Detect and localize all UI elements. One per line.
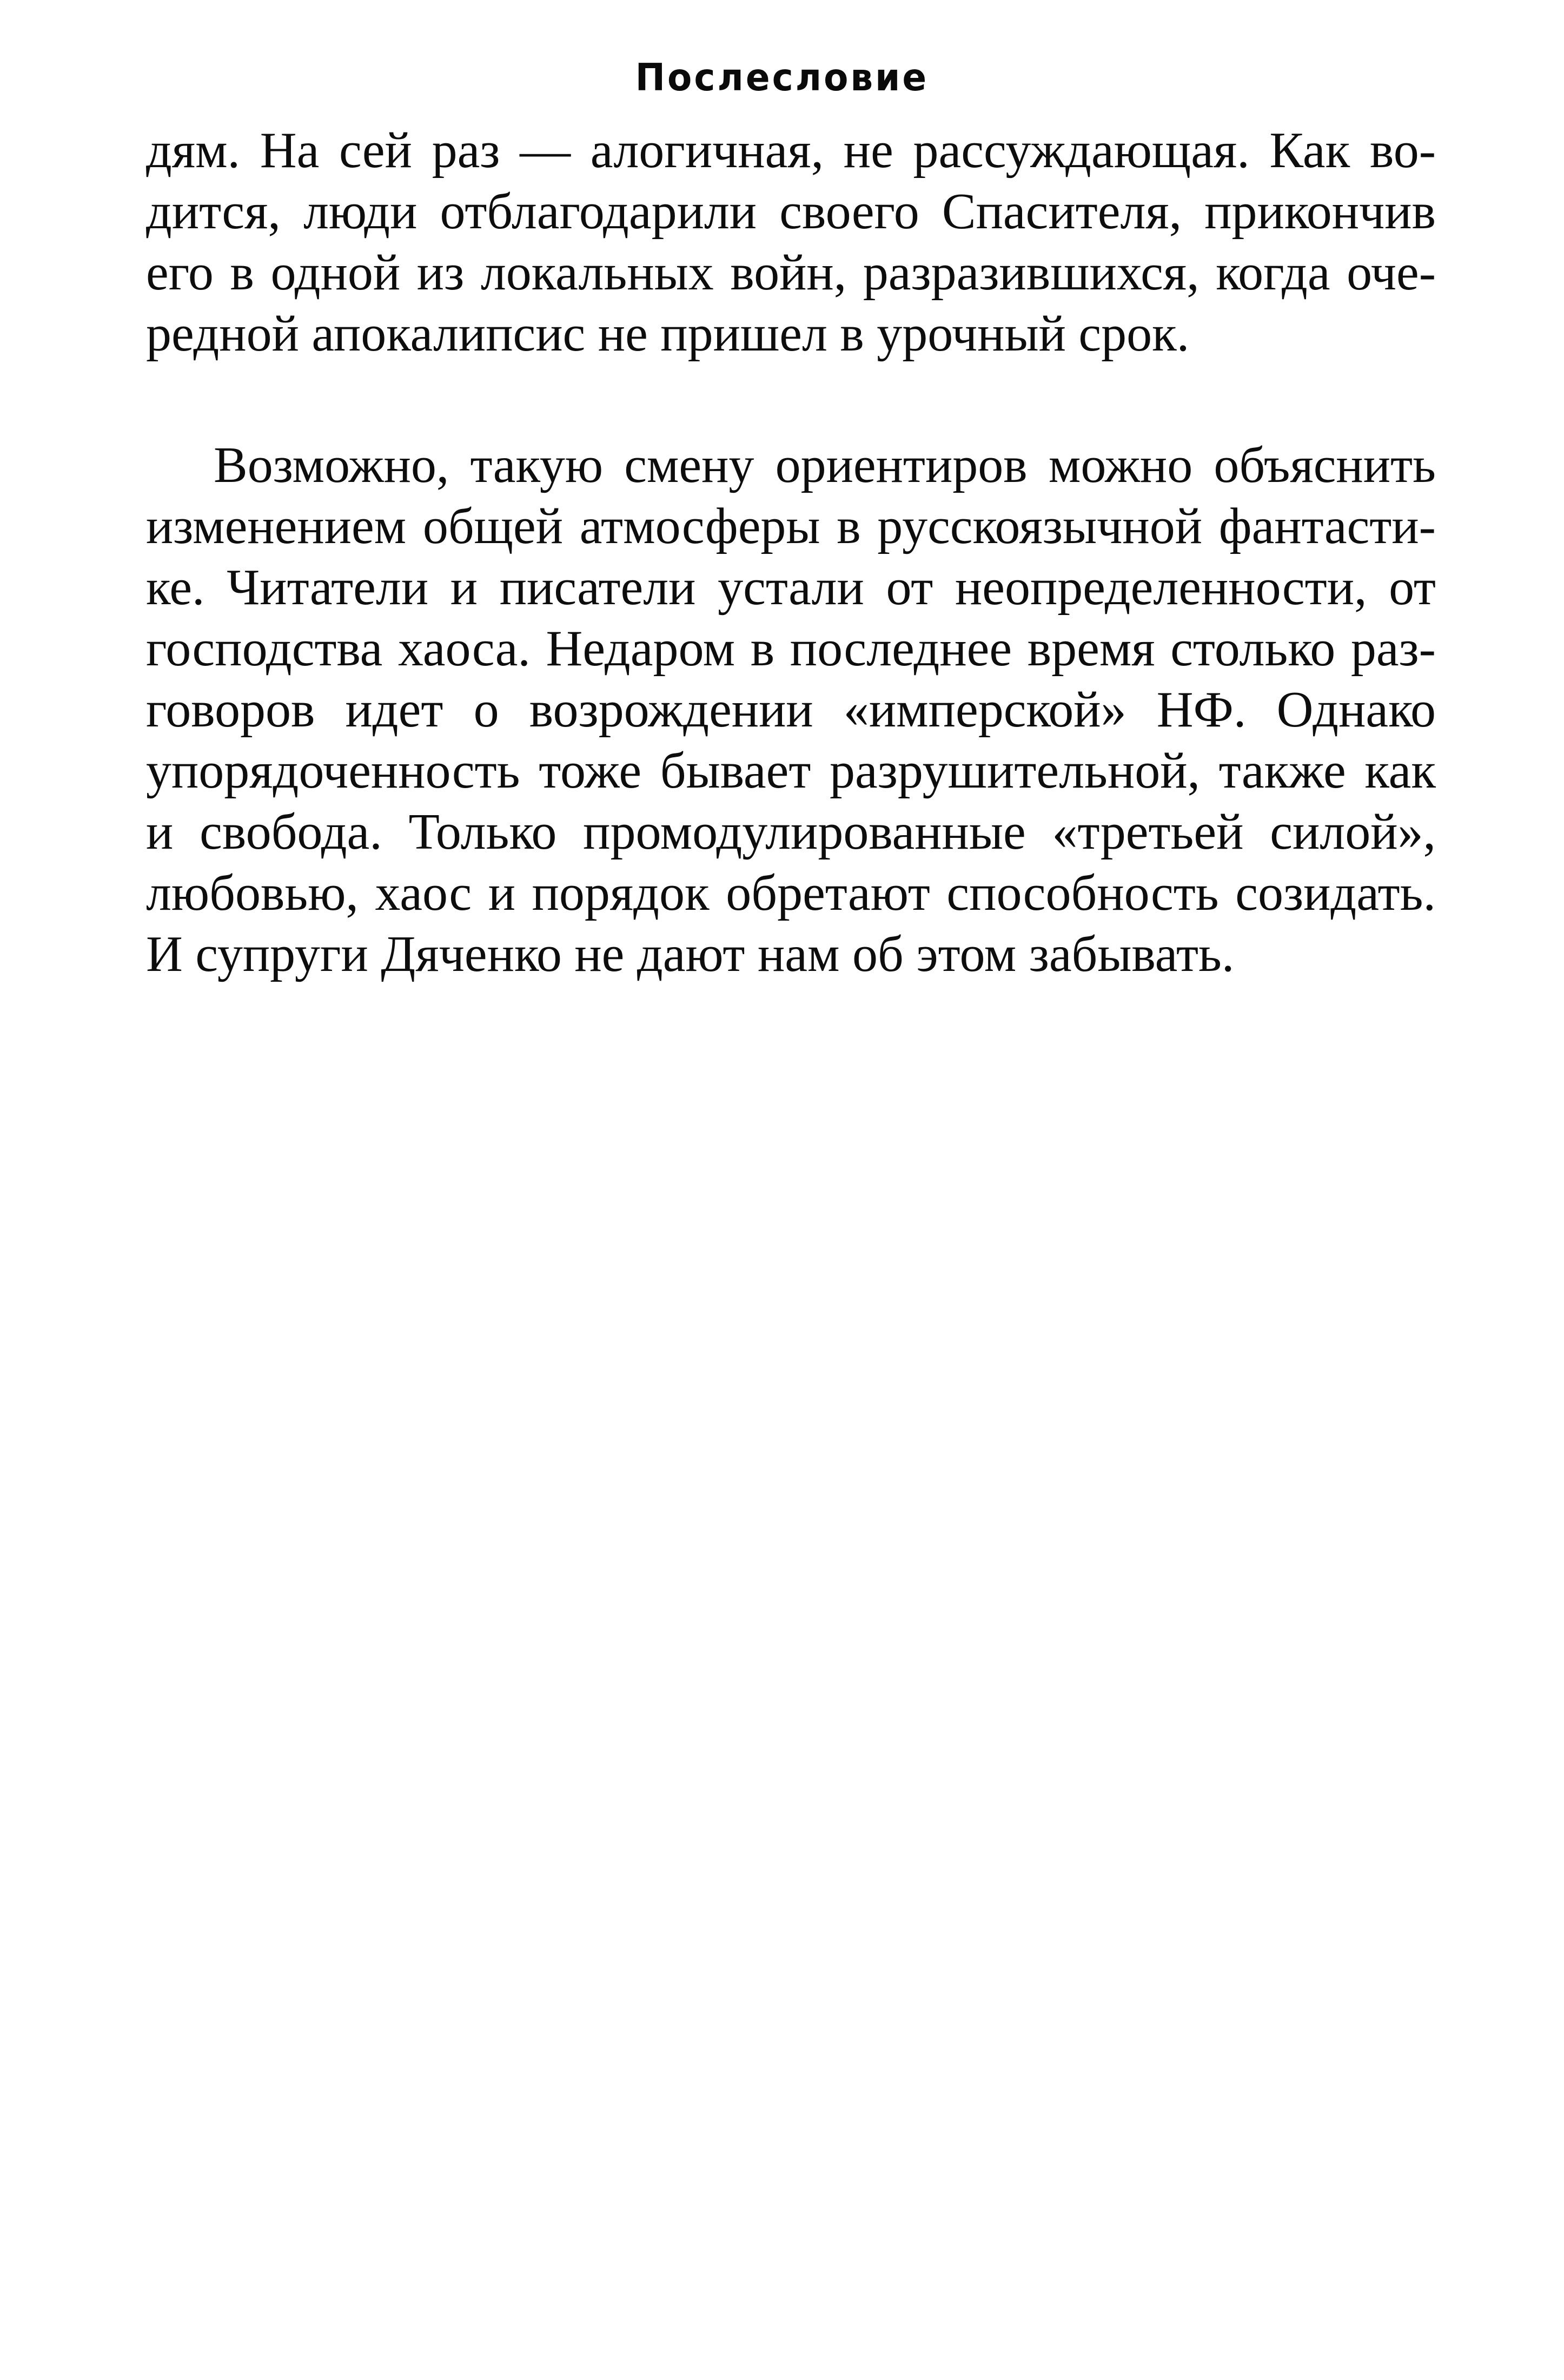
text-line: редной апокалипсис не пришел в урочный срок. xyxy=(146,306,1190,362)
text-line: господства хаоса. Недаром в последнее время столько раз- xyxy=(146,620,1436,677)
text-line: И супруги Дяченко не дают нам об этом забывать. xyxy=(146,926,1235,982)
running-head: Послесловие xyxy=(635,56,929,100)
paragraph-2 xyxy=(146,435,1436,985)
text-line: его в одной из локальных войн, разразившихся, когда оче- xyxy=(146,244,1436,301)
text-line: Возможно, такую смену ориентиров можно объяснить xyxy=(214,437,1436,493)
text-line: и свобода. Только промодулированные «третьей силой», xyxy=(146,804,1436,860)
text-line: дям. На сей раз — алогичная, не рассуждающая. Как во- xyxy=(146,122,1436,178)
text-line: говоров идет о возрождении «имперской» НФ. Однако xyxy=(146,682,1436,738)
text-line: изменением общей атмосферы в русскоязычной фантасти- xyxy=(146,498,1436,554)
paragraph-1 xyxy=(146,120,1436,365)
paragraph-gap xyxy=(146,365,1436,435)
text-line: любовью, хаос и порядок обретают способность созидать. xyxy=(146,865,1436,921)
text-line: дится, люди отблагодарили своего Спасителя, прикончив xyxy=(146,183,1436,240)
body-text xyxy=(146,120,1436,985)
text-line: ке. Читатели и писатели устали от неопределенности, от xyxy=(146,559,1436,616)
text-line: упорядоченность тоже бывает разрушительной, также как xyxy=(146,743,1436,799)
